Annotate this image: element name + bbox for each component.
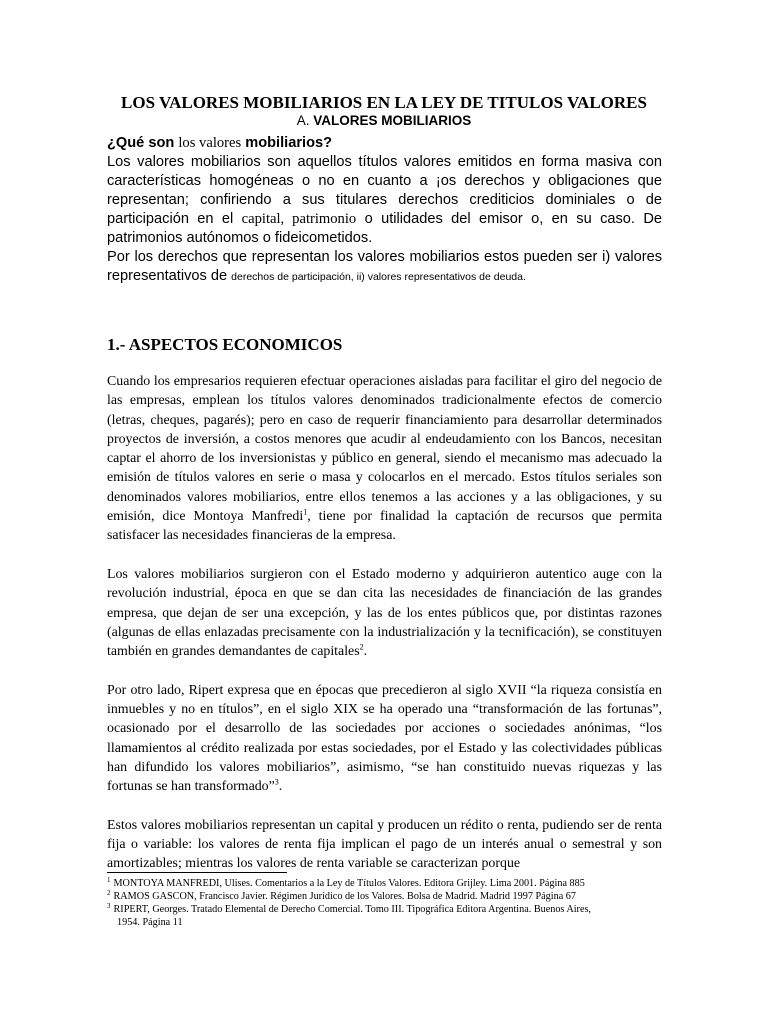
footnote-ref-1[interactable]: 1 <box>303 507 308 517</box>
intro-block <box>107 134 662 287</box>
paragraph-3: Por otro lado, Ripert expresa que en épocas que precedieron al siglo XVII “la riqueza consistía en inmuebles y no en títulos”, en el siglo XIX se ha operado una “transformación de las fortunas”, ocasionado por el desarrollo de las sociedades por acciones o sociedades anónimas, “los llamamientos al crédito realizada por estas sociedades, por el Estado y las colectividades públicas han difundido los valores mobiliarios”, asimismo, “se han constituido nuevas riquezas y las fortunas se han transformado”$^3$. <box>107 682 662 795</box>
footnote-ref-3[interactable]: 3 <box>274 777 279 787</box>
footnote-divider <box>107 872 287 873</box>
intro-paragraph-definition: Los valores mobiliarios son aquellos títulos valores emitidos en forma masiva con características homogéneas o no en cuanto a ¡os derechos y obligaciones que representan; confiriendo a sus titulares derechos crediticios dominiales o de participación en el capital, patrimonio o utilidades del emisor o, en su caso. De patrimonios autónomos o fideicometidos. <box>107 154 662 246</box>
subtitle-label: VALORES MOBILIARIOS <box>313 113 472 128</box>
body-text <box>107 372 662 893</box>
footnote-3: $^3$ RIPERT, Georges. Tratado Elemental de Derecho Comercial. Tomo III. Tipográfica Editora Argentina. Buenos Aires, 1954. Página 11 <box>107 901 591 928</box>
paragraph-1: Cuando los empresarios requieren efectuar operaciones aisladas para facilitar el giro del negocio de las empresas, emplean los títulos valores denominados tradicionalmente efectos de comercio (letras, cheques, pagarés); pero en caso de requerir financiamiento para desarrollar determinados proyectos de inversión, a costos menores que acudir al endeudamiento con los Bancos, necesitan captar el ahorro de los inversionistas y público en general, siendo el mecanismo mas adecuado la emisión de títulos valores en serie o masa y colocarlos en el mercado. Estos títulos seriales son denominados valores mobiliarios, entre ellos tenemos a las acciones y a las obligaciones, y su emisión, dice Montoya Manfredi$^1$, tiene por finalidad la captación de recursos que permita satisfacer las necesidades financieras de la empresa. <box>107 374 662 544</box>
section-heading: 1.- ASPECTOS ECONOMICOS <box>107 335 343 354</box>
paragraph-2: Los valores mobiliarios surgieron con el Estado moderno y adquirieron autentico auge con la revolución industrial, época en que se dan cita las necesidades de financiación de las grandes empresa, que dejan de ser una excepción, y las de los entes públicos que, por distintas razones (algunas de ellas enlazadas precisamente con la industrialización y la tecnificación), se constituyen también en grandes demandantes de capitales$^2$. <box>107 566 662 660</box>
footnote-2: $^2$ RAMOS GASCON, Francisco Javier. Régimen Jurídico de los Valores. Bolsa de Madrid. Madrid 1997 Página 67 <box>107 888 576 902</box>
subtitle-prefix: A. <box>296 113 310 128</box>
document-title: LOS VALORES MOBILIARIOS EN LA LEY DE TITULOS VALORES <box>121 93 647 112</box>
footnote-1: $^1$ MONTOYA MANFREDI, Ulises. Comentarios a la Ley de Títulos Valores. Editora Grijley. Lima 2001. Página 885 <box>107 875 585 889</box>
intro-paragraph-types: Por los derechos que representan los valores mobiliarios estos pueden ser i) valores representativos de derechos de participación, ii) valores representativos de deuda. <box>107 249 662 284</box>
footnotes <box>107 877 662 929</box>
intro-question: ¿Qué son los valores mobiliarios? <box>107 135 333 151</box>
section-subtitle <box>0 112 768 130</box>
footnote-ref-2[interactable]: 2 <box>359 642 364 652</box>
paragraph-4: Estos valores mobiliarios representan un capital y producen un rédito o renta, pudiendo ser de renta fija o variable: los valores de renta fija implican el pago de un interés anual o semestral y son amortizables; mientras los valores de renta variable se caracterizan porque <box>107 817 662 872</box>
